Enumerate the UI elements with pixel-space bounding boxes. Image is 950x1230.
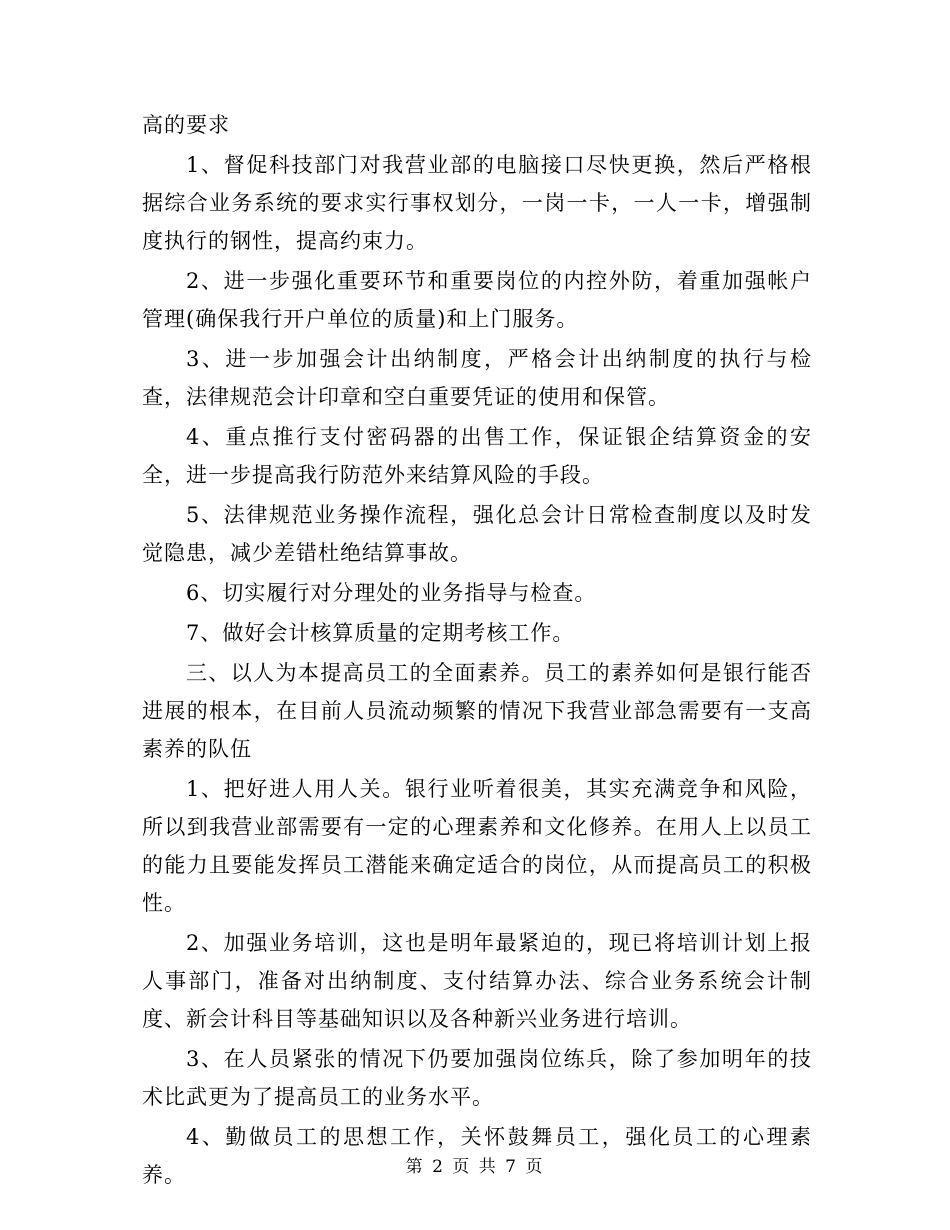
paragraph-item-5: 5、法律规范业务操作流程，强化总会计日常检查制度以及时发觉隐患，减少差错杜绝结算事故。 [142,503,812,565]
paragraph-item-7: 7、做好会计核算质量的定期考核工作。 [186,621,575,645]
paragraph-item-4: 4、重点推行支付密码器的出售工作，保证银企结算资金的安全，进一步提高我行防范外来结算风险的手段。 [142,425,812,487]
document-body [142,106,812,1194]
paragraph-staff-item-2: 2、加强业务培训，这也是明年最紧迫的，现已将培训计划上报人事部门，准备对出纳制度、支付结算办法、综合业务系统会计制度、新会计科目等基础知识以及各种新兴业务进行培训。 [142,931,812,1031]
paragraph-staff-item-1: 1、把好进人用人关。银行业听着很美，其实充满竞争和风险，所以到我营业部需要有一定的心理素养和文化修养。在用人上以员工的能力且要能发挥员工潜能来确定适合的岗位，从而提高员工的积极性。 [142,777,812,915]
paragraph-continuation: 高的要求 [142,113,230,137]
paragraph-item-3: 3、进一步加强会计出纳制度，严格会计出纳制度的执行与检查，法律规范会计印章和空白重要凭证的使用和保管。 [142,347,812,409]
paragraph-item-6: 6、切实履行对分理处的业务指导与检查。 [186,581,597,605]
page-footer: 第 2 页 共 7 页 [405,1157,545,1177]
paragraph-item-2: 2、进一步强化重要环节和重要岗位的内控外防，着重加强帐户管理(确保我行开户单位的质量)和上门服务。 [142,269,812,331]
paragraph-staff-item-4: 4、勤做员工的思想工作，关怀鼓舞员工，强化员工的心理素养。 [142,1125,812,1187]
section-heading-three: 三、以人为本提高员工的全面素养。员工的素养如何是银行能否进展的根本，在目前人员流动频繁的情况下我营业部急需要有一支高素养的队伍 [142,661,812,761]
paragraph-staff-item-3: 3、在人员紧张的情况下仍要加强岗位练兵，除了参加明年的技术比武更为了提高员工的业务水平。 [142,1047,812,1109]
paragraph-item-1: 1、督促科技部门对我营业部的电脑接口尽快更换，然后严格根据综合业务系统的要求实行事权划分，一岗一卡，一人一卡，增强制度执行的钢性，提高约束力。 [142,153,812,253]
